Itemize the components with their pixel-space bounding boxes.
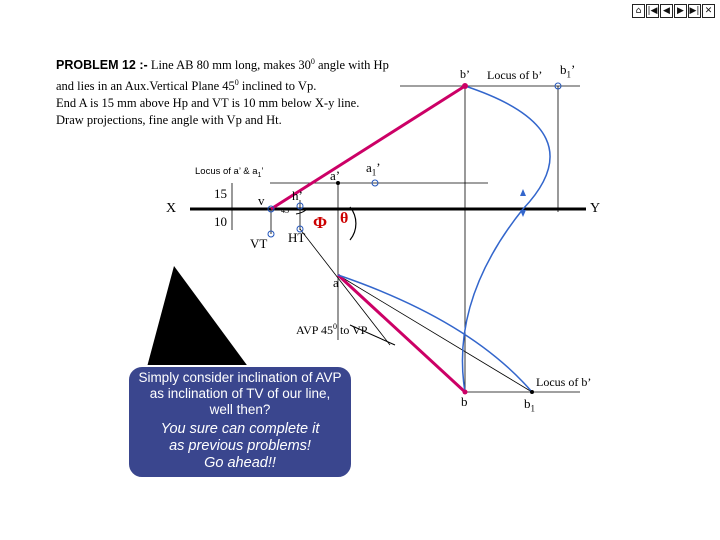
arrow-up-icon — [520, 189, 526, 196]
label-theta: θ — [340, 210, 349, 227]
label-b-prime: b’ — [460, 67, 470, 81]
label-v: v — [258, 193, 265, 208]
callout-line-6: Go ahead!! — [204, 455, 276, 471]
label-x: X — [166, 201, 177, 216]
callout-text — [132, 370, 348, 472]
label-phi: Φ — [313, 213, 328, 232]
theta-arc — [350, 207, 356, 240]
label-a1-prime: $a_1$’ — [366, 160, 381, 178]
point-b-prime — [462, 83, 468, 89]
label-dim-15: 15 — [214, 186, 227, 201]
problem-line-1: Line AB 80 mm long, makes 30 — [147, 58, 311, 73]
previous-slide-icon[interactable]: ◀ — [660, 4, 673, 18]
degree-mark: 0 — [310, 57, 315, 66]
label-y: Y — [590, 201, 601, 216]
label-locus-a: Locus of a’ & $a_1$’ — [195, 166, 264, 179]
home-icon[interactable]: ⌂ — [632, 4, 645, 18]
point-b1 — [530, 390, 534, 394]
label-locus-b-top: Locus of b’ — [487, 68, 543, 82]
problem-line-3: End A is 15 mm above Hp and VT is 10 mm below X-y line. — [56, 96, 360, 111]
problem-line-2: and lies in an Aux.Vertical Plane 45 — [56, 79, 235, 94]
label-dim-10: 10 — [214, 214, 227, 229]
callout-line-1: Simply consider inclination of AVP — [138, 370, 342, 385]
label-h-prime: h’ — [292, 188, 303, 203]
callout-line-4: You sure can complete it — [160, 421, 320, 437]
degree-mark: 0 — [234, 78, 239, 88]
exit-icon[interactable]: ✕ — [702, 4, 715, 18]
label-vt: VT — [250, 236, 268, 251]
problem-heading: PROBLEM 12 :- — [56, 58, 148, 73]
label-a-prime: a’ — [330, 168, 341, 183]
problem-line-2b: inclined to Vp. — [238, 79, 317, 94]
arc-b-prime — [465, 86, 550, 209]
label-angle-45: 45 — [281, 206, 289, 215]
arc-b-lower — [462, 209, 523, 392]
label-b: b — [461, 394, 468, 409]
first-slide-icon[interactable]: |◀ — [647, 6, 658, 16]
next-slide-icon[interactable]: ▶ — [674, 4, 687, 18]
callout-line-5: as previous problems! — [169, 438, 311, 454]
problem-line-1b: angle with Hp — [314, 58, 389, 73]
label-locus-b-bottom: Locus of b’ — [536, 375, 592, 389]
label-a: a — [333, 275, 339, 290]
arrow-down-icon — [520, 210, 526, 217]
last-slide-icon[interactable]: ▶| — [689, 6, 700, 16]
angle-45-arc — [296, 210, 306, 214]
label-avp: AVP $45^0$ to VP — [296, 322, 368, 337]
label-b1-prime: $b_1$’ — [560, 62, 576, 80]
problem-line-4: Draw projections, fine angle with Vp and Ht. — [56, 113, 282, 128]
callout-line-3: well then? — [209, 402, 271, 417]
label-b1: $b_1$ — [524, 396, 535, 414]
label-ht: HT — [288, 230, 306, 245]
callout-line-2: as inclination of TV of our line, — [149, 386, 331, 401]
